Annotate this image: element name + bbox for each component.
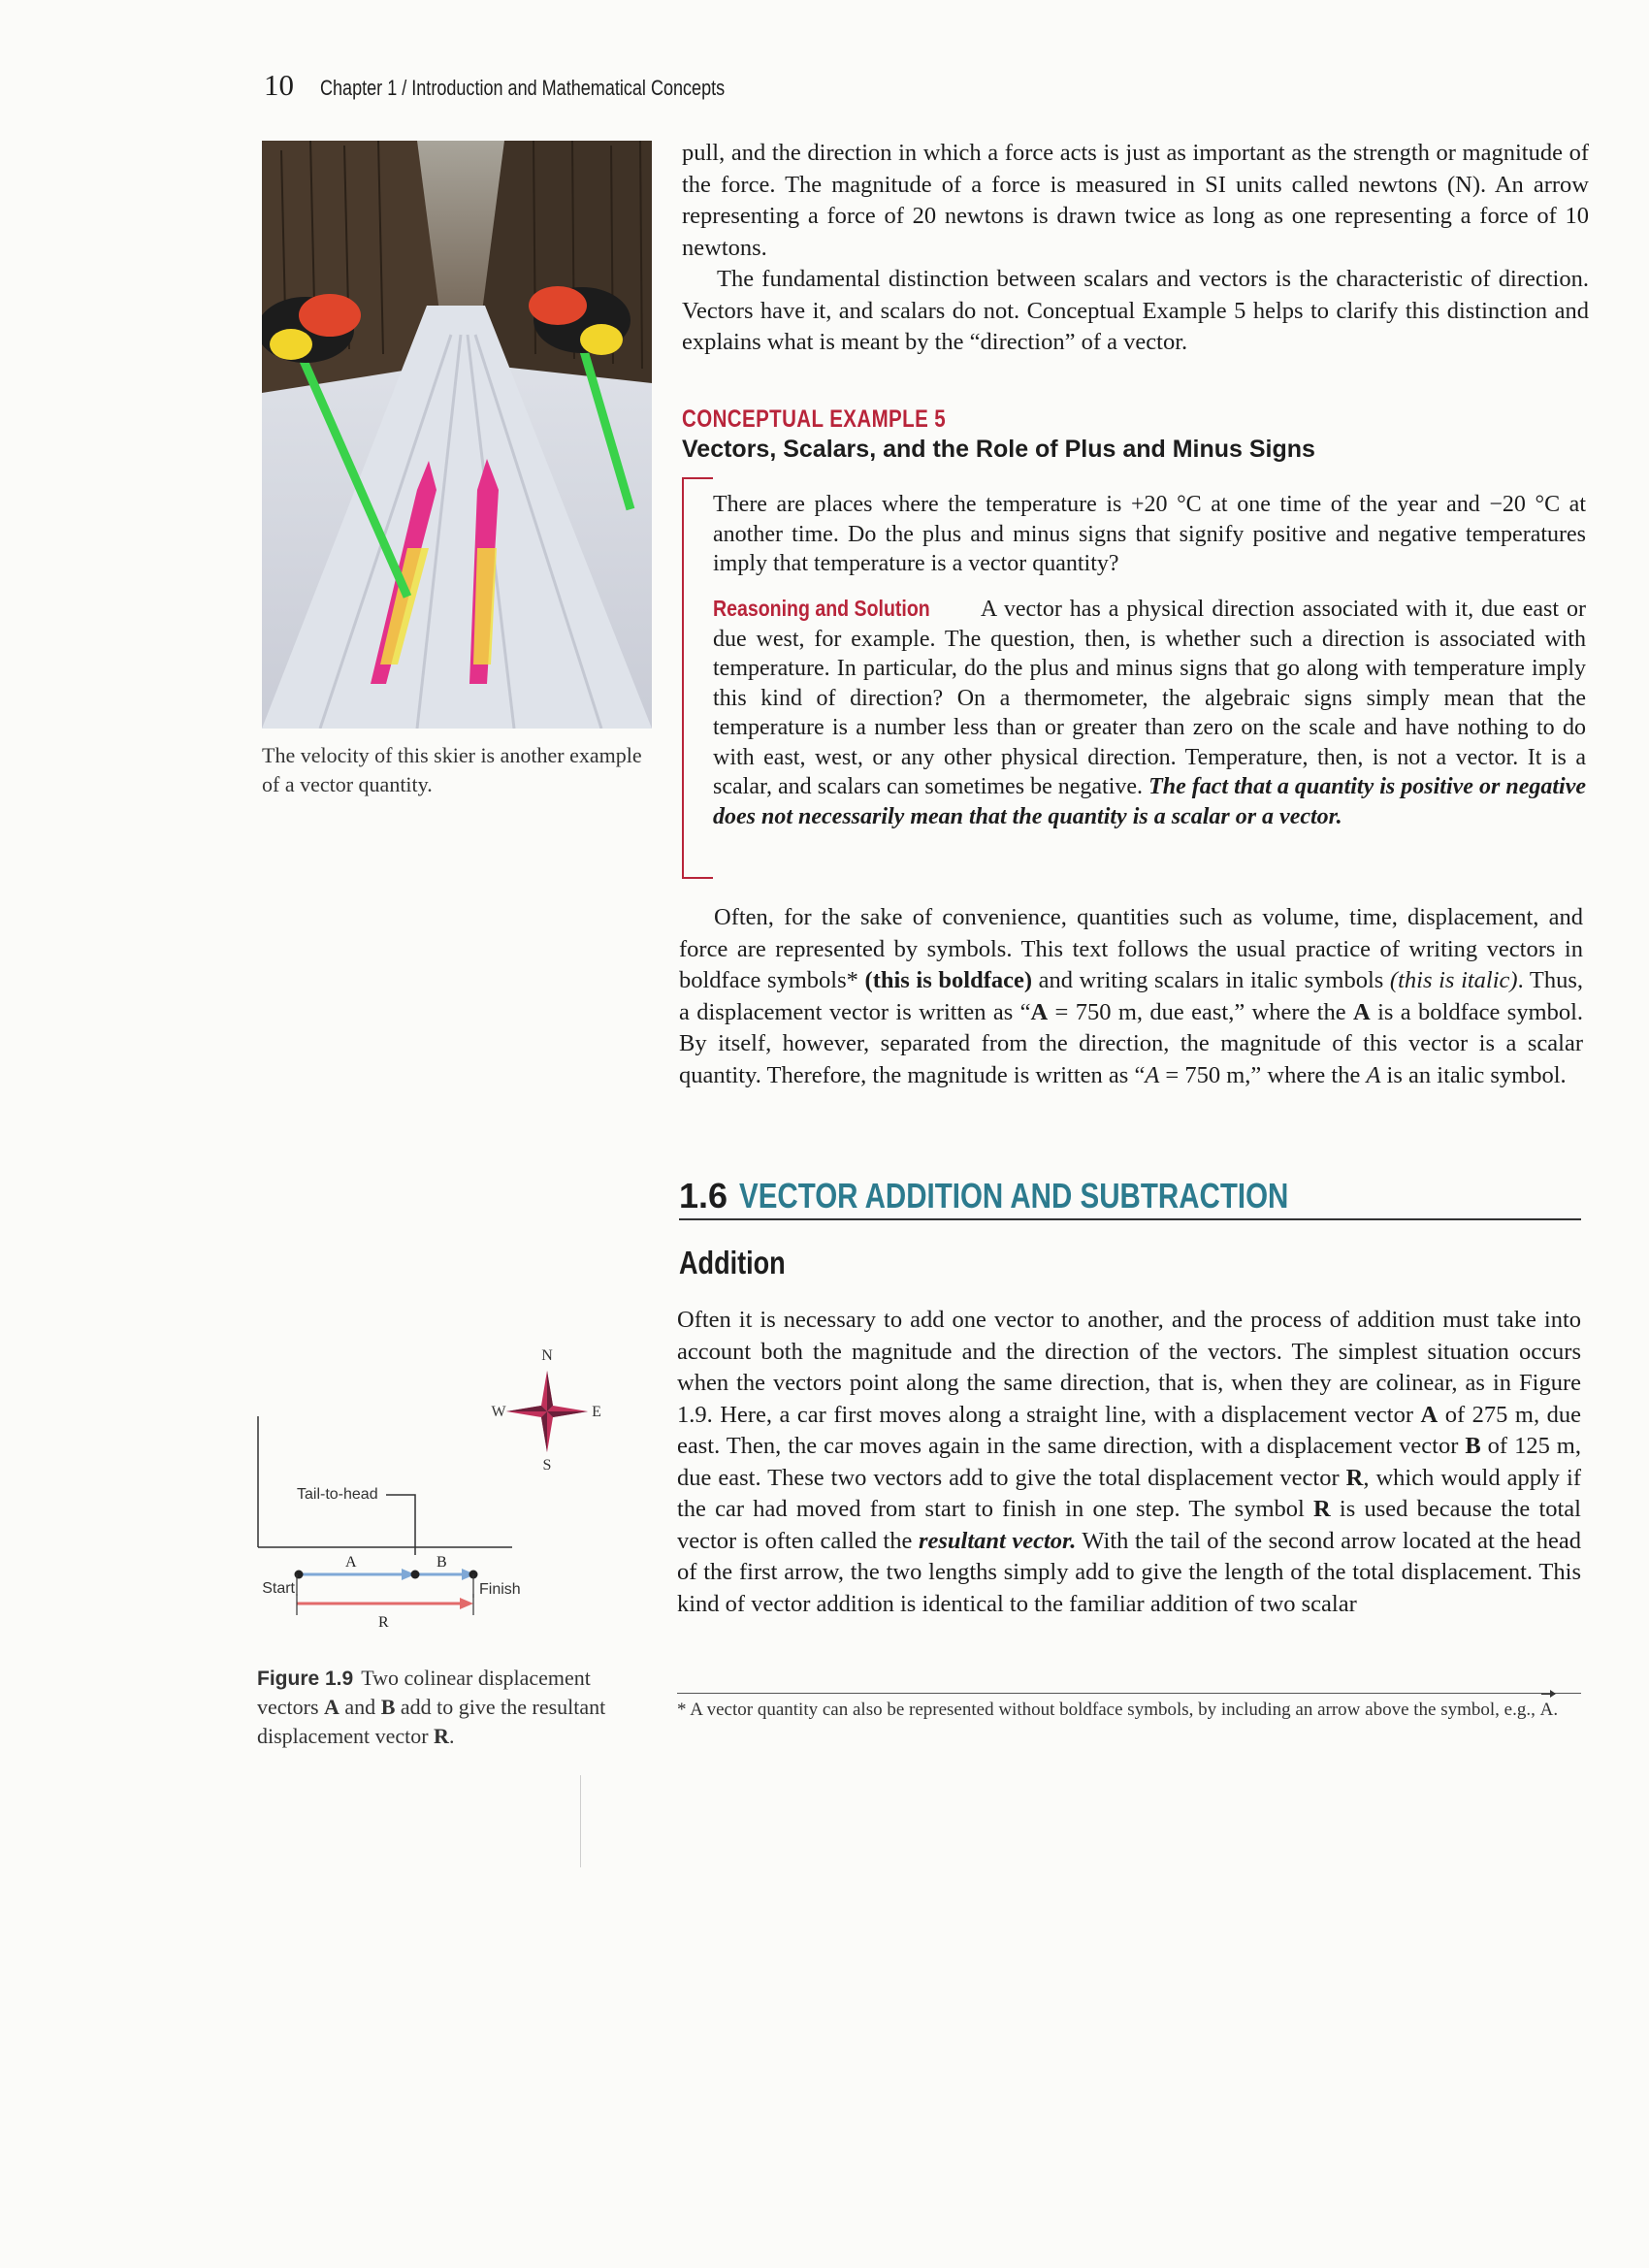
running-header xyxy=(264,68,813,103)
intro-paragraph-1: pull, and the direction in which a force acts is just as important as the strength or magnitude of the force. The magnitude of a force is measured in SI units called newtons (N). An arrow representing a force of 20 newtons is drawn twice as long as one representing a force of 10 newtons. xyxy=(682,140,1589,261)
compass-s-label: S xyxy=(542,1457,552,1474)
italic-sample: (this is italic) xyxy=(1389,967,1518,993)
vector-b-label: B xyxy=(436,1554,447,1571)
caption-symbol-r: R xyxy=(434,1724,449,1749)
photo-caption: The velocity of this skier is another example of a vector quantity. xyxy=(262,743,642,796)
symbol-bold-a: A xyxy=(1420,1401,1439,1428)
notation-text: is a boldface symbol. By itself, however, separated from the direction, the magnitude of this vector is a scalar quantity. Therefore, the magnitude is written as “ xyxy=(679,998,1583,1088)
caption-text: and xyxy=(339,1695,381,1720)
solution-emphasis: The fact that a quantity is positive or negative does not necessarily mean that the quantity is a scalar or a vector. xyxy=(713,774,1586,829)
symbol-bold-a: A xyxy=(1353,998,1371,1025)
footnote-text: . xyxy=(1553,1700,1559,1720)
figure-label: Figure 1.9 xyxy=(257,1668,354,1690)
vector-r-label: R xyxy=(378,1614,389,1631)
compass-n-label: N xyxy=(541,1347,553,1364)
symbol-italic-a: A xyxy=(1145,1061,1160,1088)
tail-to-head-label: Tail-to-head xyxy=(297,1486,378,1503)
intro-paragraph-2: The fundamental distinction between scalars and vectors is the characteristic of direction. Vectors have it, and scalars do not. Conceptual Example 5 helps to clarify this distinction and explains what is meant by the “direction” of a vector. xyxy=(682,266,1589,355)
section-heading xyxy=(679,1176,1581,1220)
addition-text: , which would apply if the car had moved from start to finish in one step. The symbol xyxy=(677,1464,1581,1522)
notation-paragraph xyxy=(679,902,1583,1091)
notation-text: = 750 m, due east,” where the xyxy=(1048,998,1354,1025)
addition-text: of 125 m, due east. These two vectors add to give the total displacement vector xyxy=(677,1433,1581,1491)
compass-rose-icon xyxy=(506,1371,588,1452)
section-title: VECTOR ADDITION AND SUBTRACTION xyxy=(739,1176,1289,1215)
symbol-bold-r: R xyxy=(1345,1464,1364,1491)
solution-label: Reasoning and Solution xyxy=(713,596,930,621)
footnote xyxy=(677,1698,1581,1724)
symbol-bold-r: R xyxy=(1313,1496,1331,1522)
addition-text: With the tail of the second arrow located at the head of the first arrow, the two lengths simply add to give the length of the total displacement. This kind of vector addition is identical to the familiar addition of two scalar xyxy=(677,1527,1581,1617)
notation-text: is an italic symbol. xyxy=(1380,1061,1567,1088)
vector-a-label: A xyxy=(345,1554,357,1571)
solution-text: A vector has a physical direction associated with it, due east or due west, for example. The question, then, is whether such a direction is associated with temperature. In particular, do the plus and minus signs that go along with temperature imply this kind of direction? On a thermometer, the algebraic signs simply mean that the temperature is a number less than or greater than zero on the scale and have nothing to do with east, west, or any other physical direction. Temperature, then, is not a vector. It is a scalar, and scalars can sometimes be negative. xyxy=(713,597,1587,799)
subsection-heading: Addition xyxy=(679,1245,786,1280)
footnote-text: * A vector quantity can also be represented without boldface symbols, by including an arrow above the symbol, e.g., xyxy=(677,1700,1540,1720)
arrow-symbol-a: A xyxy=(1540,1698,1554,1724)
symbol-italic-a: A xyxy=(1366,1061,1381,1088)
page-number: 10 xyxy=(264,68,294,102)
figure-1-9 xyxy=(250,1344,658,1654)
finish-label: Finish xyxy=(479,1581,521,1598)
example-question: There are places where the temperature is +20 °C at one time of the year and −20 °C at another time. Do the plus and minus signs that signify positive and negative temperatures imply that temperature is a vector quantity? xyxy=(713,492,1586,576)
caption-symbol-a: A xyxy=(324,1695,340,1720)
addition-text: is used because the total vector is often called the xyxy=(677,1496,1581,1554)
scan-line-artifact xyxy=(580,1775,581,1867)
caption-text: . xyxy=(448,1724,455,1749)
symbol-bold-b: B xyxy=(1465,1433,1481,1459)
compass-w-label: W xyxy=(491,1404,506,1420)
example-bracket xyxy=(682,477,713,879)
chapter-title: Chapter 1 / Introduction and Mathematical Concepts xyxy=(319,76,725,100)
caption-text: Two colinear displacement vectors xyxy=(257,1666,591,1720)
notation-text: and writing scalars in italic symbols xyxy=(1038,967,1384,993)
bold-sample: (this is boldface) xyxy=(864,967,1033,993)
compass-e-label: E xyxy=(592,1404,601,1420)
example-kicker: CONCEPTUAL EXAMPLE 5 xyxy=(682,405,947,433)
intro-text xyxy=(682,138,1589,359)
example-title: Vectors, Scalars, and the Role of Plus and Minus Signs xyxy=(682,436,1315,463)
figure-caption xyxy=(257,1664,645,1751)
addition-text: of 275 m, due east. Then, the car moves again in the same direction, with a displacement vector xyxy=(677,1401,1582,1459)
resultant-term: resultant vector. xyxy=(918,1527,1077,1554)
symbol-bold-a: A xyxy=(1030,998,1049,1025)
start-label: Start xyxy=(262,1580,295,1597)
footnote-rule xyxy=(677,1693,1581,1694)
notation-text: . Thus, a displacement vector is written as “ xyxy=(679,967,1584,1025)
notation-text: Often, for the sake of convenience, quantities such as volume, time, displacement, and force are represented by symbols. This text follows the usual practice of writing vectors in boldface symbols* xyxy=(679,904,1583,993)
caption-symbol-b: B xyxy=(380,1695,396,1720)
section-number: 1.6 xyxy=(679,1176,728,1215)
example-solution xyxy=(713,594,1586,831)
addition-paragraph xyxy=(677,1305,1581,1620)
notation-text: = 750 m,” where the xyxy=(1159,1061,1367,1088)
addition-text: Often it is necessary to add one vector to another, and the process of addition must take into account both the magnitude and the direction of the vectors. The simplest situation occurs when the vectors point along the same direction, that is, when they are colinear, as in Figure 1.9. Here, a car first moves along a straight line, with a displacement vector xyxy=(677,1307,1581,1428)
skier-photo xyxy=(262,141,652,729)
caption-text: add to give the resultant displacement vector xyxy=(257,1695,606,1749)
